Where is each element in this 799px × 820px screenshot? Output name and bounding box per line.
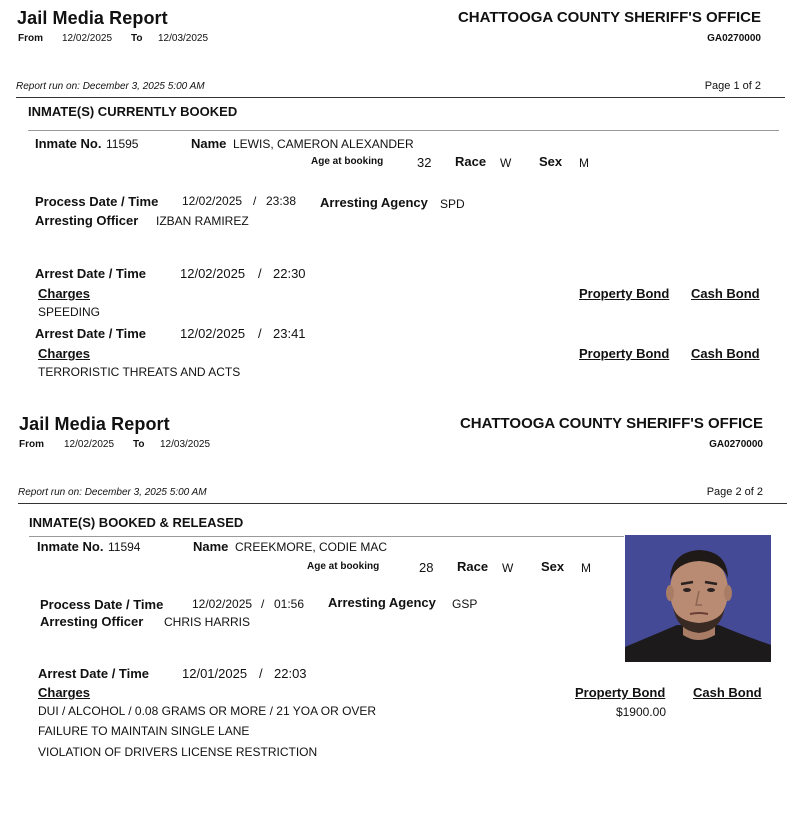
arrest-label: Arrest Date / Time xyxy=(35,326,147,341)
officer-label: Arresting Officer xyxy=(40,614,144,629)
charges-header: Charges xyxy=(38,685,91,700)
to-label: To xyxy=(131,33,143,44)
race-label: Race xyxy=(455,154,487,169)
office-name: CHATTOOGA COUNTY SHERIFF'S OFFICE xyxy=(457,9,761,26)
arrest-date: 12/02/2025 xyxy=(180,266,246,281)
arrest-time: 22:03 xyxy=(274,666,307,681)
officer-label: Arresting Officer xyxy=(35,213,139,228)
report-title: Jail Media Report xyxy=(17,8,168,28)
charge-item: SPEEDING xyxy=(38,305,101,319)
agency-label: Arresting Agency xyxy=(328,595,436,610)
inmate-name: LEWIS, CAMERON ALEXANDER xyxy=(233,137,414,151)
officer-name: CHRIS HARRIS xyxy=(164,615,251,629)
section-title: INMATE(S) BOOKED & RELEASED xyxy=(29,515,244,530)
sex-value: M xyxy=(579,156,589,170)
property-bond-value: $1900.00 xyxy=(615,705,666,719)
arrest-separator: / xyxy=(258,266,262,281)
name-label: Name xyxy=(193,539,229,554)
from-date: 12/02/2025 xyxy=(62,33,113,44)
agency-value: SPD xyxy=(440,197,465,211)
charge-item: FAILURE TO MAINTAIN SINGLE LANE xyxy=(38,724,250,738)
sex-label: Sex xyxy=(541,559,565,574)
agency-label: Arresting Agency xyxy=(320,195,428,210)
inmate-no: 11594 xyxy=(108,540,141,554)
office-code: GA0270000 xyxy=(709,439,763,450)
from-label: From xyxy=(19,439,44,450)
inmate-no-label: Inmate No. xyxy=(37,539,104,554)
header-divider xyxy=(16,97,785,98)
sex-label: Sex xyxy=(539,154,563,169)
header-divider xyxy=(18,503,787,504)
process-time: 01:56 xyxy=(274,597,305,611)
cash-bond-header: Cash Bond xyxy=(691,346,760,361)
cash-bond-header: Cash Bond xyxy=(691,286,760,301)
age-value: 28 xyxy=(419,560,434,575)
to-label: To xyxy=(133,439,145,450)
charge-item: DUI / ALCOHOL / 0.08 GRAMS OR MORE / 21 YOA OR OVER xyxy=(38,704,377,718)
report-title: Jail Media Report xyxy=(19,414,170,434)
property-bond-header: Property Bond xyxy=(579,286,670,301)
inmate-name: CREEKMORE, CODIE MAC xyxy=(235,540,388,554)
process-time: 23:38 xyxy=(266,194,297,208)
process-separator: / xyxy=(261,597,265,611)
charges-header: Charges xyxy=(38,346,91,361)
to-date: 12/03/2025 xyxy=(158,33,209,44)
process-date: 12/02/2025 xyxy=(182,194,243,208)
agency-value: GSP xyxy=(452,597,478,611)
age-label: Age at booking xyxy=(311,156,384,167)
arrest-separator: / xyxy=(259,666,263,681)
section-divider xyxy=(29,536,624,537)
arrest-separator: / xyxy=(258,326,262,341)
report-run-date: Report run on: December 3, 2025 5:00 AM xyxy=(16,81,205,92)
section-divider xyxy=(28,130,779,131)
sex-value: M xyxy=(581,561,591,575)
arrest-time: 22:30 xyxy=(273,266,306,281)
arrest-date: 12/02/2025 xyxy=(180,326,246,341)
age-value: 32 xyxy=(417,155,432,170)
booking-photo-graphic xyxy=(625,535,771,662)
to-date: 12/03/2025 xyxy=(160,439,211,450)
process-separator: / xyxy=(253,194,257,208)
race-value: W xyxy=(500,156,512,170)
office-code: GA0270000 xyxy=(707,33,761,44)
arrest-label: Arrest Date / Time xyxy=(38,666,150,681)
charge-item: TERRORISTIC THREATS AND ACTS xyxy=(38,365,241,379)
inmate-no-label: Inmate No. xyxy=(35,136,102,151)
report-run-date: Report run on: December 3, 2025 5:00 AM xyxy=(18,487,207,498)
from-date: 12/02/2025 xyxy=(64,439,115,450)
from-label: From xyxy=(18,33,43,44)
page-number: Page 1 of 2 xyxy=(704,80,761,92)
booking-photo xyxy=(625,535,771,662)
property-bond-header: Property Bond xyxy=(575,685,666,700)
arrest-time: 23:41 xyxy=(273,326,306,341)
process-label: Process Date / Time xyxy=(40,597,164,612)
officer-name: IZBAN RAMIREZ xyxy=(156,214,249,228)
inmate-no: 11595 xyxy=(106,137,139,151)
charges-header: Charges xyxy=(38,286,91,301)
cash-bond-header: Cash Bond xyxy=(693,685,762,700)
section-title: INMATE(S) CURRENTLY BOOKED xyxy=(28,104,238,119)
name-label: Name xyxy=(191,136,227,151)
arrest-date: 12/01/2025 xyxy=(182,666,248,681)
property-bond-header: Property Bond xyxy=(579,346,670,361)
process-label: Process Date / Time xyxy=(35,194,159,209)
charge-item: VIOLATION OF DRIVERS LICENSE RESTRICTION xyxy=(38,745,318,759)
arrest-label: Arrest Date / Time xyxy=(35,266,147,281)
office-name: CHATTOOGA COUNTY SHERIFF'S OFFICE xyxy=(459,415,763,432)
page-number: Page 2 of 2 xyxy=(706,486,763,498)
process-date: 12/02/2025 xyxy=(192,597,253,611)
race-label: Race xyxy=(457,559,489,574)
race-value: W xyxy=(502,561,514,575)
age-label: Age at booking xyxy=(307,561,380,572)
